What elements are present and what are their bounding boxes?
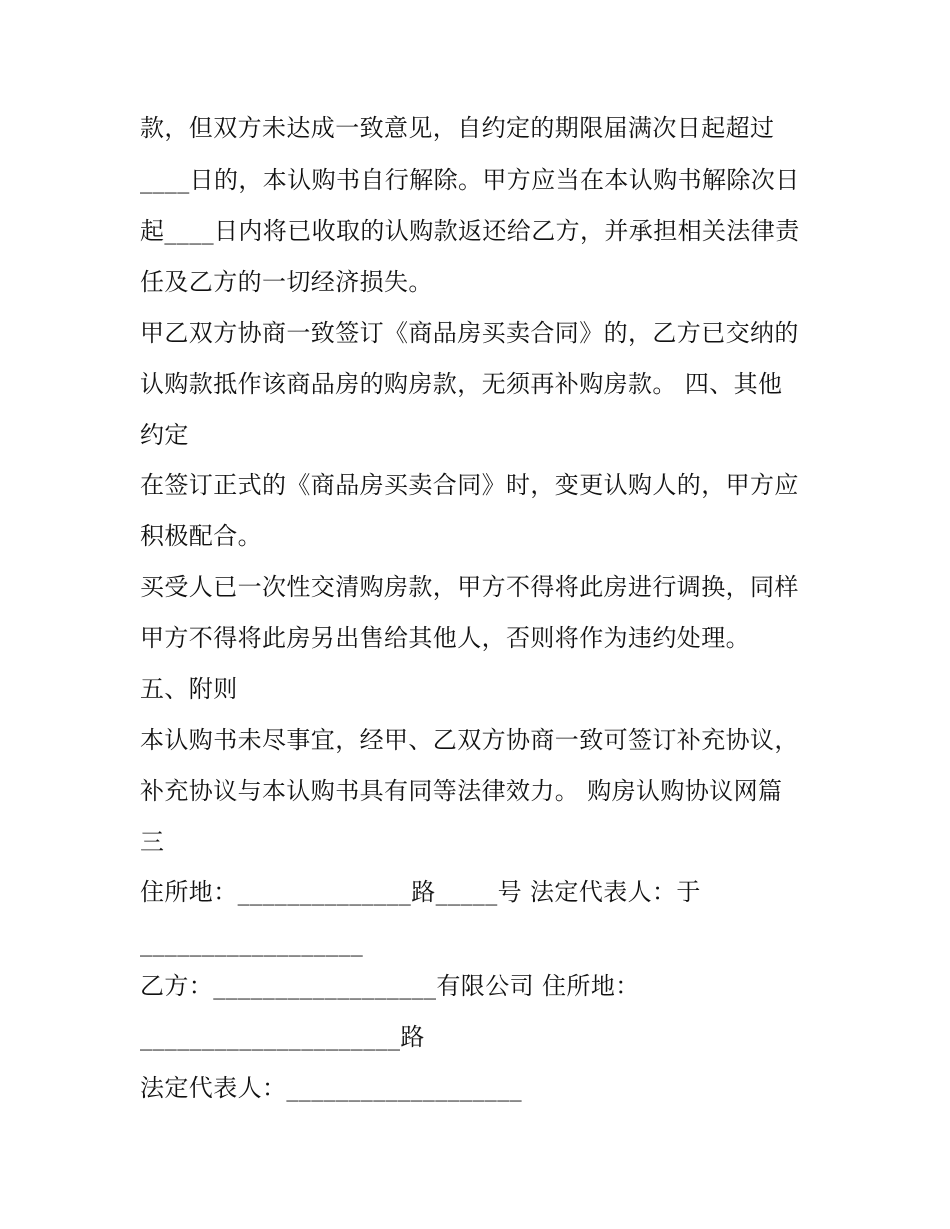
text-line: ____日的，本认购书自行解除。甲方应当在本认购书解除次日 xyxy=(140,166,800,194)
text-line: 约定 xyxy=(140,421,189,449)
text-line: 三 xyxy=(140,828,165,856)
text-line: 补充协议与本认购书具有同等法律效力。 购房认购协议网篇 xyxy=(140,777,783,805)
text-line: 认购款抵作该商品房的购房款，无须再补购房款。 四、其他 xyxy=(140,370,783,398)
text-line: 任及乙方的一切经济损失。 xyxy=(140,268,433,296)
text-line: 甲方不得将此房另出售给其他人，否则将作为违约处理。 xyxy=(140,624,750,652)
text-line: 买受人已一次性交清购房款，甲方不得将此房进行调换，同样 xyxy=(140,573,799,601)
form-field-line: 法定代表人：___________________ xyxy=(140,1074,522,1102)
form-field-line: 住所地：______________路_____号 法定代表人：于 xyxy=(140,878,701,906)
section-heading: 五、附则 xyxy=(140,675,238,703)
text-line: 甲乙双方协商一致签订《商品房买卖合同》的，乙方已交纳的 xyxy=(140,319,799,347)
text-line: 本认购书未尽事宜，经甲、乙双方协商一致可签订补充协议， xyxy=(140,726,799,754)
text-line: 起____日内将已收取的认购款返还给乙方，并承担相关法律责 xyxy=(140,217,800,245)
text-line: 款，但双方未达成一致意见，自约定的期限届满次日起超过 xyxy=(140,114,775,142)
form-field-line: 乙方：__________________有限公司 住所地： xyxy=(140,972,640,1000)
form-field-line: _____________________路 xyxy=(140,1023,425,1051)
text-line: 积极配合。 xyxy=(140,522,262,550)
form-field-line: __________________ xyxy=(140,929,364,957)
text-line: 在签订正式的《商品房买卖合同》时，变更认购人的，甲方应 xyxy=(140,471,799,499)
